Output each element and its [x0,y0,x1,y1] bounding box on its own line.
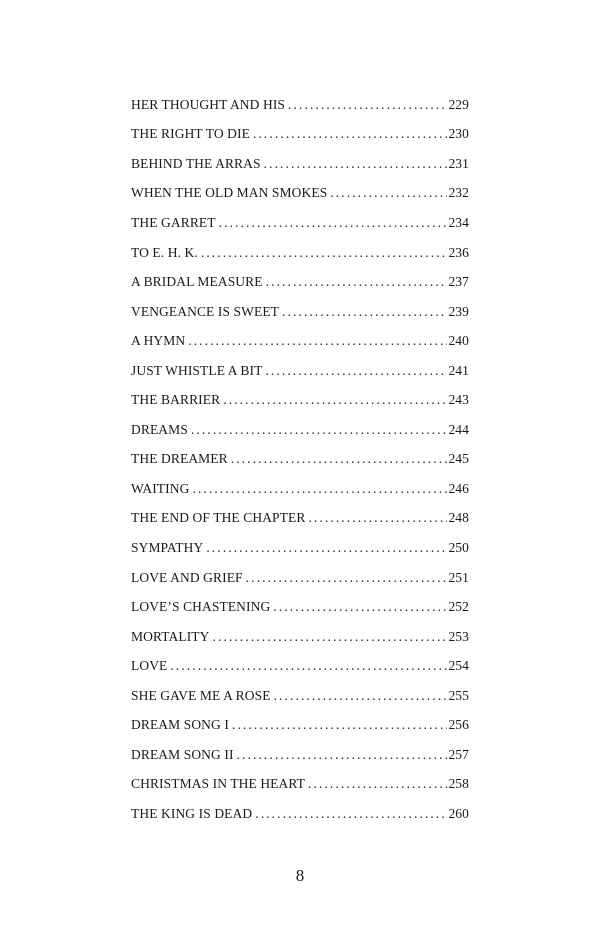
toc-entry [131,533,469,563]
toc-entry-page: 243 [448,392,469,408]
toc-entry [131,179,469,209]
toc-entry-title: WHEN THE OLD MAN SMOKES [131,185,328,201]
toc-entry-page: 246 [448,480,469,496]
toc-entry-page: 244 [448,421,469,437]
toc-entry [131,681,469,711]
toc-entry-title: CHRISTMAS IN THE HEART [131,776,306,792]
toc-entry-page: 253 [448,628,469,644]
toc-entry-title: DREAM SONG II [131,746,234,762]
toc-entry [131,415,469,445]
toc-entry [131,474,469,504]
toc-entry-page: 229 [448,96,469,112]
toc-entry-title: BEHIND THE ARRAS [131,155,261,171]
toc-entry-page: 231 [448,155,469,171]
toc-entry-title: WAITING [131,480,190,496]
toc-entry-title: THE KING IS DEAD [131,805,253,821]
toc-entry [131,267,469,297]
table-of-contents [131,90,469,829]
toc-entry-title: DREAM SONG I [131,717,229,733]
toc-entry [131,297,469,327]
toc-entry-page: 237 [448,274,469,290]
toc-dot-leader [253,126,447,142]
toc-entry-page: 240 [448,333,469,349]
toc-entry-page: 250 [448,539,469,555]
toc-dot-leader [188,333,447,349]
toc-dot-leader [237,747,448,763]
toc-entry-title: DREAMS [131,421,188,437]
toc-entry [131,385,469,415]
toc-entry [131,770,469,800]
toc-entry-title: THE BARRIER [131,392,221,408]
toc-entry [131,622,469,652]
toc-entry-title: VENGEANCE IS SWEET [131,303,280,319]
toc-dot-leader [288,97,447,113]
toc-dot-leader [170,658,447,674]
toc-dot-leader [191,422,448,438]
toc-dot-leader [308,510,447,526]
toc-entry-page: 255 [448,687,469,703]
toc-entry-page: 260 [448,805,469,821]
toc-entry-page: 239 [448,303,469,319]
toc-entry [131,651,469,681]
toc-entry [131,710,469,740]
toc-entry [131,90,469,120]
toc-dot-leader [192,481,447,497]
toc-entry-page: 230 [448,126,469,142]
toc-dot-leader [273,599,447,615]
toc-dot-leader [308,776,447,792]
toc-entry [131,149,469,179]
toc-entry [131,563,469,593]
toc-entry-title: SHE GAVE ME A ROSE [131,687,271,703]
toc-entry-title: THE RIGHT TO DIE [131,126,250,142]
toc-entry-page: 234 [448,214,469,230]
toc-dot-leader [255,806,447,822]
toc-dot-leader [206,540,447,556]
toc-entry-title: THE DREAMER [131,451,228,467]
toc-dot-leader [201,245,448,261]
toc-entry [131,208,469,238]
toc-entry [131,799,469,829]
toc-entry [131,326,469,356]
toc-entry-title: TO E. H. K. [131,244,198,260]
toc-entry-title: A HYMN [131,333,186,349]
toc-dot-leader [274,688,448,704]
toc-entry [131,740,469,770]
toc-entry-page: 232 [448,185,469,201]
toc-entry-page: 252 [448,599,469,615]
toc-dot-leader [264,156,448,172]
toc-entry-page: 236 [448,244,469,260]
toc-entry-title: LOVE’S CHASTENING [131,599,271,615]
toc-entry-page: 257 [448,746,469,762]
toc-entry-title: THE GARRET [131,214,216,230]
toc-entry-title: A BRIDAL MEASURE [131,274,263,290]
toc-entry-title: MORTALITY [131,628,210,644]
toc-dot-leader [330,185,447,201]
toc-entry-title: LOVE [131,658,168,674]
toc-entry-page: 251 [448,569,469,585]
toc-dot-leader [266,274,448,290]
toc-dot-leader [246,570,448,586]
toc-entry-title: THE END OF THE CHAPTER [131,510,306,526]
toc-entry-page: 245 [448,451,469,467]
toc-entry [131,238,469,268]
toc-entry-title: HER THOUGHT AND HIS [131,96,286,112]
toc-entry-page: 258 [448,776,469,792]
toc-entry [131,120,469,150]
toc-dot-leader [231,451,448,467]
toc-entry-title: SYMPATHY [131,539,204,555]
toc-entry [131,445,469,475]
toc-entry [131,504,469,534]
toc-entry-title: JUST WHISTLE A BIT [131,362,263,378]
toc-entry-page: 256 [448,717,469,733]
toc-dot-leader [232,717,447,733]
page-number: 8 [295,866,305,885]
toc-dot-leader [282,304,447,320]
toc-entry-page: 254 [448,658,469,674]
toc-dot-leader [213,629,448,645]
toc-entry-title: LOVE AND GRIEF [131,569,243,585]
toc-entry [131,592,469,622]
toc-dot-leader [219,215,448,231]
toc-entry [131,356,469,386]
toc-entry-page: 241 [448,362,469,378]
toc-entry-page: 248 [448,510,469,526]
toc-dot-leader [265,363,447,379]
toc-dot-leader [223,392,447,408]
